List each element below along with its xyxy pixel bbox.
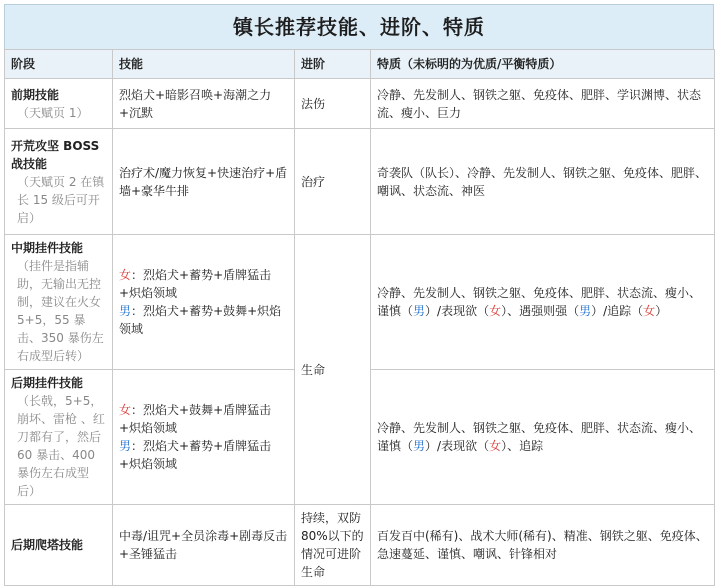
- female-label: 女: [119, 403, 132, 417]
- stage-name: 开荒攻坚 BOSS 战技能: [11, 138, 100, 171]
- header-traits: 特质（未标明的为优质/平衡特质）: [371, 50, 715, 79]
- skills-cell: 治疗术/魔力恢复+快速治疗+盾墙+豪华牛排: [113, 129, 295, 235]
- female-skill-line: [119, 266, 288, 302]
- advance-cell: 法伤: [295, 79, 371, 129]
- skills-cell: [113, 370, 295, 505]
- female-skill-line: [119, 401, 288, 437]
- traits-text: 冷静、先发制人、钢铁之躯、免疫体、肥胖、状态流、瘦小、谨慎（: [377, 286, 702, 318]
- table-row: [5, 505, 715, 586]
- table-row: [5, 235, 715, 370]
- female-marker: 女: [489, 439, 502, 453]
- traits-text: ）、遇强则强（: [501, 304, 580, 318]
- male-skills: ：烈焰犬+蓄势+鼓舞+炽焰领域: [119, 304, 282, 336]
- male-marker: 男: [413, 439, 426, 453]
- stage-cell: [5, 129, 113, 235]
- male-label: 男: [119, 304, 132, 318]
- traits-cell: 百发百中(稀有)、战术大师(稀有)、精准、钢铁之躯、免疫体、急速蔓延、谨慎、嘲讽、针锋相对: [371, 505, 715, 586]
- female-label: 女: [119, 268, 132, 282]
- stage-name: 前期技能: [11, 87, 60, 102]
- traits-text: ）/表现欲（: [425, 304, 490, 318]
- header-advance: 进阶: [295, 50, 371, 79]
- female-marker: 女: [643, 304, 656, 318]
- stage-cell: [5, 79, 113, 129]
- traits-cell: [371, 235, 715, 370]
- skills-table: [4, 49, 715, 586]
- table-title: 镇长推荐技能、进阶、特质: [4, 4, 714, 49]
- stage-name: 后期爬塔技能: [11, 538, 84, 552]
- table-row: [5, 79, 715, 129]
- female-marker: 女: [489, 304, 502, 318]
- stage-note: （挂件是指辅助，无输出无控制，建议在火女 5+5，55 暴击、350 暴伤左右成型后转）: [17, 259, 104, 363]
- traits-text: 冷静、先发制人、钢铁之躯、免疫体、肥胖、状态流、瘦小、谨慎（: [377, 421, 702, 453]
- header-row: [5, 50, 715, 79]
- traits-cell: 冷静、先发制人、钢铁之躯、免疫体、肥胖、学识渊博、状态流、瘦小、巨力: [371, 79, 715, 129]
- male-skill-line: [119, 437, 288, 473]
- stage-note: （天赋页 1）: [17, 105, 89, 120]
- traits-text: ）、追踪: [501, 439, 544, 453]
- stage-name: 中期挂件技能: [11, 241, 84, 255]
- skills-table-container: [4, 4, 714, 586]
- table-row: [5, 129, 715, 235]
- traits-cell: 奇袭队（队长）、冷静、先发制人、钢铁之躯、免疫体、肥胖、嘲讽、状态流、神医: [371, 129, 715, 235]
- stage-name: 后期挂件技能: [11, 376, 84, 390]
- stage-cell: [5, 235, 113, 370]
- male-marker: 男: [579, 304, 592, 318]
- stage-cell: [5, 505, 113, 586]
- male-skills: ：烈焰犬+蓄势+盾牌猛击+炽焰领域: [119, 439, 272, 471]
- advance-cell: 治疗: [295, 129, 371, 235]
- skills-cell: 中毒/诅咒+全员涂毒+剧毒反击+圣锤猛击: [113, 505, 295, 586]
- skills-cell: [113, 235, 295, 370]
- male-skill-line: [119, 302, 288, 338]
- stage-cell: [5, 370, 113, 505]
- female-skills: ：烈焰犬+蓄势+盾牌猛击+炽焰领域: [119, 268, 272, 300]
- traits-cell: [371, 370, 715, 505]
- male-label: 男: [119, 439, 132, 453]
- skills-cell: 烈焰犬+暗影召唤+海潮之力+沉默: [113, 79, 295, 129]
- female-skills: ：烈焰犬+鼓舞+盾牌猛击+炽焰领域: [119, 403, 272, 435]
- male-marker: 男: [413, 304, 426, 318]
- advance-cell: 生命: [295, 235, 371, 505]
- stage-note: （天赋页 2 在镇长 15 级后可开启）: [17, 174, 105, 225]
- traits-text: ）/表现欲（: [425, 439, 490, 453]
- traits-text: ）/追踪（: [591, 304, 644, 318]
- stage-note: （长戟，5+5，崩坏、雷枪 、红刀都有了，然后 60 暴击、400 暴伤左右成型后）: [17, 394, 105, 498]
- header-stage: 阶段: [5, 50, 113, 79]
- header-skills: 技能: [113, 50, 295, 79]
- advance-cell: 持续，双防 80%以下的情况可进阶生命: [295, 505, 371, 586]
- traits-text: ）: [655, 304, 668, 318]
